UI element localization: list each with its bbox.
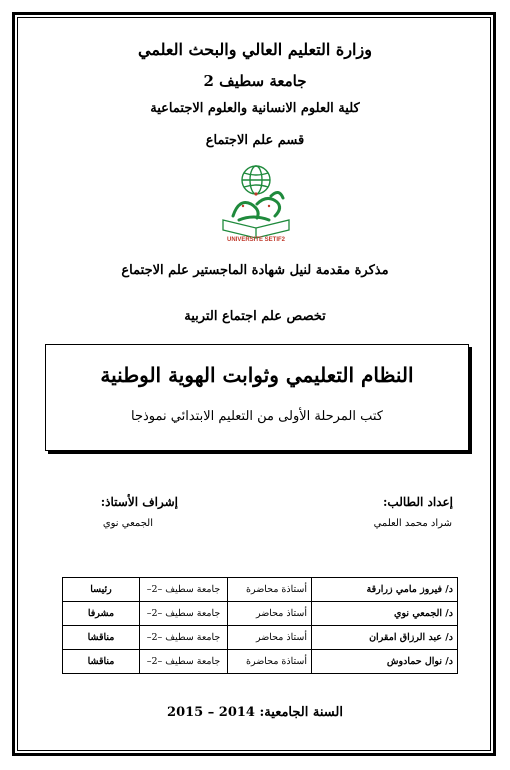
thesis-subtitle: كتب المرحلة الأولى من التعليم الابتدائي نموذجا (131, 409, 383, 424)
faculty-name: كلية العلوم الانسانية والعلوم الاجتماعية (150, 101, 360, 116)
jury-member-name: د/ عبد الرزاق امقران (312, 626, 458, 650)
jury-member-rank: أستاذة محاضرة (228, 578, 312, 602)
jury-member-role: مناقشا (63, 650, 140, 674)
jury-member-name: د/ نوال حمادوش (312, 650, 458, 674)
table-row (63, 578, 458, 602)
jury-member-university: جامعة سطيف –2– (140, 578, 228, 602)
university-name: جامعة سطيف 2 (203, 72, 307, 90)
jury-member-university: جامعة سطيف –2– (140, 626, 228, 650)
university-setif2-logo-icon (213, 158, 299, 246)
specialty-label: تخصص علم اجتماع التربية (184, 309, 326, 324)
jury-member-role: مشرفا (63, 602, 140, 626)
student-name: شراد محمد العلمي (373, 518, 452, 529)
prepared-by-label: إعداد الطالب: (382, 495, 453, 509)
table-row (63, 602, 458, 626)
logo-caption: UNIVERSITE SETIF2 (226, 237, 285, 243)
memo-description: مذكرة مقدمة لنيل شهادة الماجستير علم الاجتماع (121, 263, 389, 278)
jury-member-rank: أستاذة محاضرة (228, 650, 312, 674)
jury-member-university: جامعة سطيف –2– (140, 602, 228, 626)
supervision-label: إشراف الأستاذ: (100, 495, 178, 509)
ministry-name: وزارة التعليم العالي والبحث العلمي (138, 40, 372, 59)
table-row (63, 650, 458, 674)
jury-member-rank: أستاذ محاضر (228, 602, 312, 626)
jury-member-university: جامعة سطيف –2– (140, 650, 228, 674)
academic-year: السنة الجامعية: 2014 – 2015 (167, 705, 343, 720)
department-name: قسم علم الاجتماع (205, 133, 305, 148)
jury-member-name: د/ فيروز مامي زرارقة (312, 578, 458, 602)
table-row (63, 626, 458, 650)
thesis-title-box (45, 344, 469, 451)
jury-member-name: د/ الجمعي نوي (312, 602, 458, 626)
jury-member-role: رئيسا (63, 578, 140, 602)
thesis-title: النظام التعليمي وثوابت الهوية الوطنية (100, 363, 414, 387)
jury-member-rank: أستاذ محاضر (228, 626, 312, 650)
jury-member-role: مناقشا (63, 626, 140, 650)
jury-table (62, 577, 458, 674)
supervisor-name: الجمعي نوي (102, 518, 153, 529)
